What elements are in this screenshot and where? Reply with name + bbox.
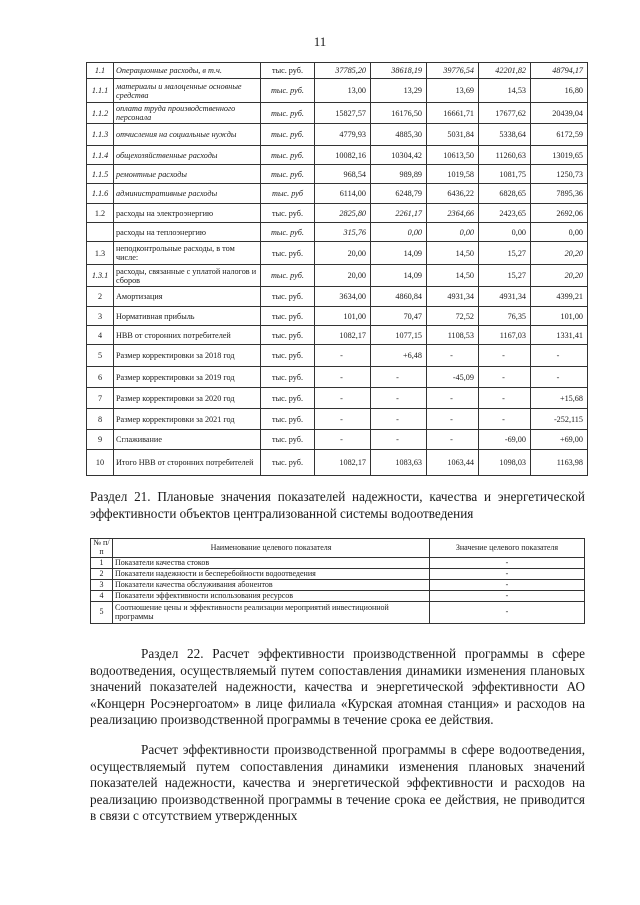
value-cell: 39776,54: [427, 63, 479, 79]
row-name: отчисления на социальные нужды: [114, 124, 261, 146]
value-cell: 7895,36: [531, 184, 588, 204]
value-cell: -: [479, 367, 531, 388]
table-row: [87, 63, 588, 79]
row-number: 9: [87, 430, 114, 450]
value-cell: 101,00: [315, 307, 371, 326]
value-cell: 0,00: [479, 223, 531, 242]
row-name: ремонтные расходы: [114, 165, 261, 184]
indicator-name: Показатели качества стоков: [113, 558, 430, 569]
indicator-number: 4: [91, 591, 113, 602]
efficiency-paragraph: Расчет эффективности производственной программы в сфере водоотведения, осуществляемый путем сопоставления динамики изменения плановых значений показателей надежности, качества и энергетической эффективности и расходов на реализацию производственной программы в течение срока ее действия, не приводится в связи с отсутствием утвержденных: [90, 742, 585, 823]
value-cell: 4885,30: [371, 124, 427, 146]
target-indicators-table: [90, 538, 585, 624]
value-cell: 0,00: [531, 223, 588, 242]
value-cell: 13,00: [315, 79, 371, 103]
value-cell: -: [427, 409, 479, 430]
row-number: 1.1: [87, 63, 114, 79]
table-row: [87, 388, 588, 409]
value-cell: 20,00: [315, 242, 371, 265]
row-unit: тыс. руб.: [261, 63, 315, 79]
value-cell: 42201,82: [479, 63, 531, 79]
value-cell: -: [315, 430, 371, 450]
value-cell: 15,27: [479, 242, 531, 265]
value-cell: 16,80: [531, 79, 588, 103]
indicator-value: -: [430, 602, 585, 624]
row-unit: тыс. руб.: [261, 79, 315, 103]
row-unit: тыс. руб.: [261, 103, 315, 124]
row-unit: тыс. руб.: [261, 242, 315, 265]
value-cell: -: [371, 367, 427, 388]
value-cell: 1082,17: [315, 450, 371, 476]
table-row: [87, 265, 588, 287]
value-cell: +6,48: [371, 345, 427, 367]
value-cell: 1167,03: [479, 326, 531, 345]
value-cell: 6114,00: [315, 184, 371, 204]
table-row: [87, 450, 588, 476]
value-cell: 4860,84: [371, 287, 427, 307]
row-number: 1.1.6: [87, 184, 114, 204]
value-cell: 14,09: [371, 265, 427, 287]
indicator-name: Показатели качества обслуживания абонентов: [113, 580, 430, 591]
value-cell: 76,35: [479, 307, 531, 326]
table-row: [87, 204, 588, 223]
value-cell: 16661,71: [427, 103, 479, 124]
col-header-number: № п/п: [91, 539, 113, 558]
value-cell: -: [315, 345, 371, 367]
row-unit: тыс. руб.: [261, 146, 315, 165]
table-row: [87, 287, 588, 307]
value-cell: 1331,41: [531, 326, 588, 345]
row-number: 5: [87, 345, 114, 367]
value-cell: 1083,63: [371, 450, 427, 476]
value-cell: 17677,62: [479, 103, 531, 124]
value-cell: -: [427, 345, 479, 367]
row-unit: тыс. руб.: [261, 388, 315, 409]
row-number: 10: [87, 450, 114, 476]
value-cell: -: [315, 367, 371, 388]
row-unit: тыс. руб: [261, 184, 315, 204]
value-cell: 5031,84: [427, 124, 479, 146]
row-number: 1.3.1: [87, 265, 114, 287]
value-cell: -: [315, 409, 371, 430]
value-cell: 20,00: [315, 265, 371, 287]
value-cell: 10304,42: [371, 146, 427, 165]
col-header-indicator-name: Наименование целевого показателя: [113, 539, 430, 558]
value-cell: 968,54: [315, 165, 371, 184]
row-name: расходы на теплоэнергию: [114, 223, 261, 242]
value-cell: 37785,20: [315, 63, 371, 79]
value-cell: 1063,44: [427, 450, 479, 476]
value-cell: 1019,58: [427, 165, 479, 184]
table-row: [87, 223, 588, 242]
table-row: [87, 326, 588, 345]
value-cell: 6248,79: [371, 184, 427, 204]
row-unit: тыс. руб.: [261, 326, 315, 345]
value-cell: 1077,15: [371, 326, 427, 345]
indicator-name: Соотношение цены и эффективности реализации мероприятий инвестиционной программы: [113, 602, 430, 624]
row-name: Нормативная прибыль: [114, 307, 261, 326]
row-name: Размер корректировки за 2018 год: [114, 345, 261, 367]
table-row: [87, 146, 588, 165]
value-cell: -: [427, 430, 479, 450]
row-number: 1.1.2: [87, 103, 114, 124]
value-cell: -: [531, 367, 588, 388]
table-row: [87, 345, 588, 367]
row-unit: тыс. руб.: [261, 287, 315, 307]
value-cell: 4931,34: [427, 287, 479, 307]
value-cell: 6828,65: [479, 184, 531, 204]
value-cell: 101,00: [531, 307, 588, 326]
value-cell: 2825,80: [315, 204, 371, 223]
value-cell: 48794,17: [531, 63, 588, 79]
row-number: [87, 223, 114, 242]
row-number: 3: [87, 307, 114, 326]
section-22-paragraph: Раздел 22. Расчет эффективности производственной программы в сфере водоотведения, осуществляемый путем сопоставления динамики изменения плановых значений показателей надежности, качества и энергетической эффективности АО «Концерн Росэнергоатом» в лице филиала «Курская атомная станция» и расходов на реализацию производственной программы в течение срока ее действия.: [90, 646, 585, 727]
value-cell: 1250,73: [531, 165, 588, 184]
value-cell: 5338,64: [479, 124, 531, 146]
row-name: НВВ от сторонних потребителей: [114, 326, 261, 345]
row-number: 1.1.5: [87, 165, 114, 184]
value-cell: 15,27: [479, 265, 531, 287]
row-number: 2: [87, 287, 114, 307]
page-number: 11: [313, 34, 327, 49]
row-name: Размер корректировки за 2020 год: [114, 388, 261, 409]
value-cell: 14,50: [427, 242, 479, 265]
row-name: Сглаживание: [114, 430, 261, 450]
value-cell: 989,89: [371, 165, 427, 184]
row-unit: тыс. руб.: [261, 450, 315, 476]
indicator-number: 5: [91, 602, 113, 624]
value-cell: -: [479, 345, 531, 367]
value-cell: 0,00: [371, 223, 427, 242]
value-cell: 11260,63: [479, 146, 531, 165]
row-name: неподконтрольные расходы, в том числе:: [114, 242, 261, 265]
value-cell: 14,50: [427, 265, 479, 287]
value-cell: +15,68: [531, 388, 588, 409]
row-number: 1.1.4: [87, 146, 114, 165]
value-cell: 13,29: [371, 79, 427, 103]
row-unit: тыс. руб.: [261, 165, 315, 184]
row-unit: тыс. руб.: [261, 409, 315, 430]
value-cell: 6172,59: [531, 124, 588, 146]
table-row: [87, 409, 588, 430]
value-cell: -45,09: [427, 367, 479, 388]
value-cell: -: [315, 388, 371, 409]
value-cell: 4931,34: [479, 287, 531, 307]
row-unit: тыс. руб.: [261, 430, 315, 450]
value-cell: 1163,98: [531, 450, 588, 476]
value-cell: -: [371, 430, 427, 450]
row-name: оплата труда производственного персонала: [114, 103, 261, 124]
value-cell: 10613,50: [427, 146, 479, 165]
value-cell: 4399,21: [531, 287, 588, 307]
section-21-heading: Раздел 21. Плановые значения показателей надежности, качества и энергетической эффективности объектов централизованной системы водоотведения: [90, 489, 585, 521]
value-cell: -: [531, 345, 588, 367]
row-number: 1.3: [87, 242, 114, 265]
indicator-value: -: [430, 558, 585, 569]
value-cell: 13,69: [427, 79, 479, 103]
table-row: [87, 165, 588, 184]
value-cell: -: [371, 409, 427, 430]
row-unit: тыс. руб.: [261, 307, 315, 326]
value-cell: 20439,04: [531, 103, 588, 124]
value-cell: 2692,06: [531, 204, 588, 223]
table-row: [91, 580, 585, 591]
value-cell: 1108,53: [427, 326, 479, 345]
indicator-value: -: [430, 591, 585, 602]
value-cell: 70,47: [371, 307, 427, 326]
row-number: 1.2: [87, 204, 114, 223]
indicator-number: 3: [91, 580, 113, 591]
row-unit: тыс. руб.: [261, 345, 315, 367]
value-cell: 10082,16: [315, 146, 371, 165]
value-cell: +69,00: [531, 430, 588, 450]
table-row: [91, 602, 585, 624]
row-unit: тыс. руб.: [261, 367, 315, 388]
row-number: 1.1.3: [87, 124, 114, 146]
table-row: [91, 558, 585, 569]
row-number: 6: [87, 367, 114, 388]
table-row: [87, 103, 588, 124]
row-name: Размер корректировки за 2021 год: [114, 409, 261, 430]
row-number: 8: [87, 409, 114, 430]
table-row: [87, 307, 588, 326]
value-cell: -: [479, 388, 531, 409]
value-cell: -: [479, 409, 531, 430]
value-cell: 72,52: [427, 307, 479, 326]
row-unit: тыс. руб.: [261, 223, 315, 242]
indicator-number: 2: [91, 569, 113, 580]
value-cell: 1082,17: [315, 326, 371, 345]
value-cell: 315,76: [315, 223, 371, 242]
row-number: 1.1.1: [87, 79, 114, 103]
value-cell: 38618,19: [371, 63, 427, 79]
col-header-indicator-value: Значение целевого показателя: [430, 539, 585, 558]
indicator-number: 1: [91, 558, 113, 569]
row-number: 7: [87, 388, 114, 409]
value-cell: -: [427, 388, 479, 409]
table-row: [87, 242, 588, 265]
table-row: [87, 79, 588, 103]
table-row: [91, 569, 585, 580]
value-cell: 13019,65: [531, 146, 588, 165]
indicator-name: Показатели эффективности использования ресурсов: [113, 591, 430, 602]
value-cell: 20,20: [531, 242, 588, 265]
row-unit: тыс. руб.: [261, 265, 315, 287]
value-cell: 15827,57: [315, 103, 371, 124]
financial-table: [86, 62, 588, 476]
value-cell: 4779,93: [315, 124, 371, 146]
value-cell: 14,53: [479, 79, 531, 103]
value-cell: -: [371, 388, 427, 409]
indicator-value: -: [430, 580, 585, 591]
value-cell: 1081,75: [479, 165, 531, 184]
table-row: [91, 591, 585, 602]
table-row: [87, 184, 588, 204]
value-cell: 6436,22: [427, 184, 479, 204]
row-name: расходы, связанные с уплатой налогов и сборов: [114, 265, 261, 287]
row-name: Размер корректировки за 2019 год: [114, 367, 261, 388]
row-unit: тыс. руб.: [261, 124, 315, 146]
table-row: [87, 430, 588, 450]
value-cell: 2364,66: [427, 204, 479, 223]
value-cell: 20,20: [531, 265, 588, 287]
value-cell: 3634,00: [315, 287, 371, 307]
value-cell: -69,00: [479, 430, 531, 450]
value-cell: 0,00: [427, 223, 479, 242]
row-name: расходы на электроэнергию: [114, 204, 261, 223]
row-name: Амортизация: [114, 287, 261, 307]
value-cell: -252,115: [531, 409, 588, 430]
row-name: Итого НВВ от сторонних потребителей: [114, 450, 261, 476]
value-cell: 16176,50: [371, 103, 427, 124]
row-name: общехозяйственные расходы: [114, 146, 261, 165]
value-cell: 2423,65: [479, 204, 531, 223]
row-name: Операционные расходы, в т.ч.: [114, 63, 261, 79]
table-row: [87, 124, 588, 146]
row-name: материалы и малоценные основные средства: [114, 79, 261, 103]
indicator-name: Показатели надежности и бесперебойности водоотведения: [113, 569, 430, 580]
value-cell: 1098,03: [479, 450, 531, 476]
row-name: административные расходы: [114, 184, 261, 204]
indicator-value: -: [430, 569, 585, 580]
table-row: [87, 367, 588, 388]
row-number: 4: [87, 326, 114, 345]
row-unit: тыс. руб.: [261, 204, 315, 223]
value-cell: 2261,17: [371, 204, 427, 223]
value-cell: 14,09: [371, 242, 427, 265]
